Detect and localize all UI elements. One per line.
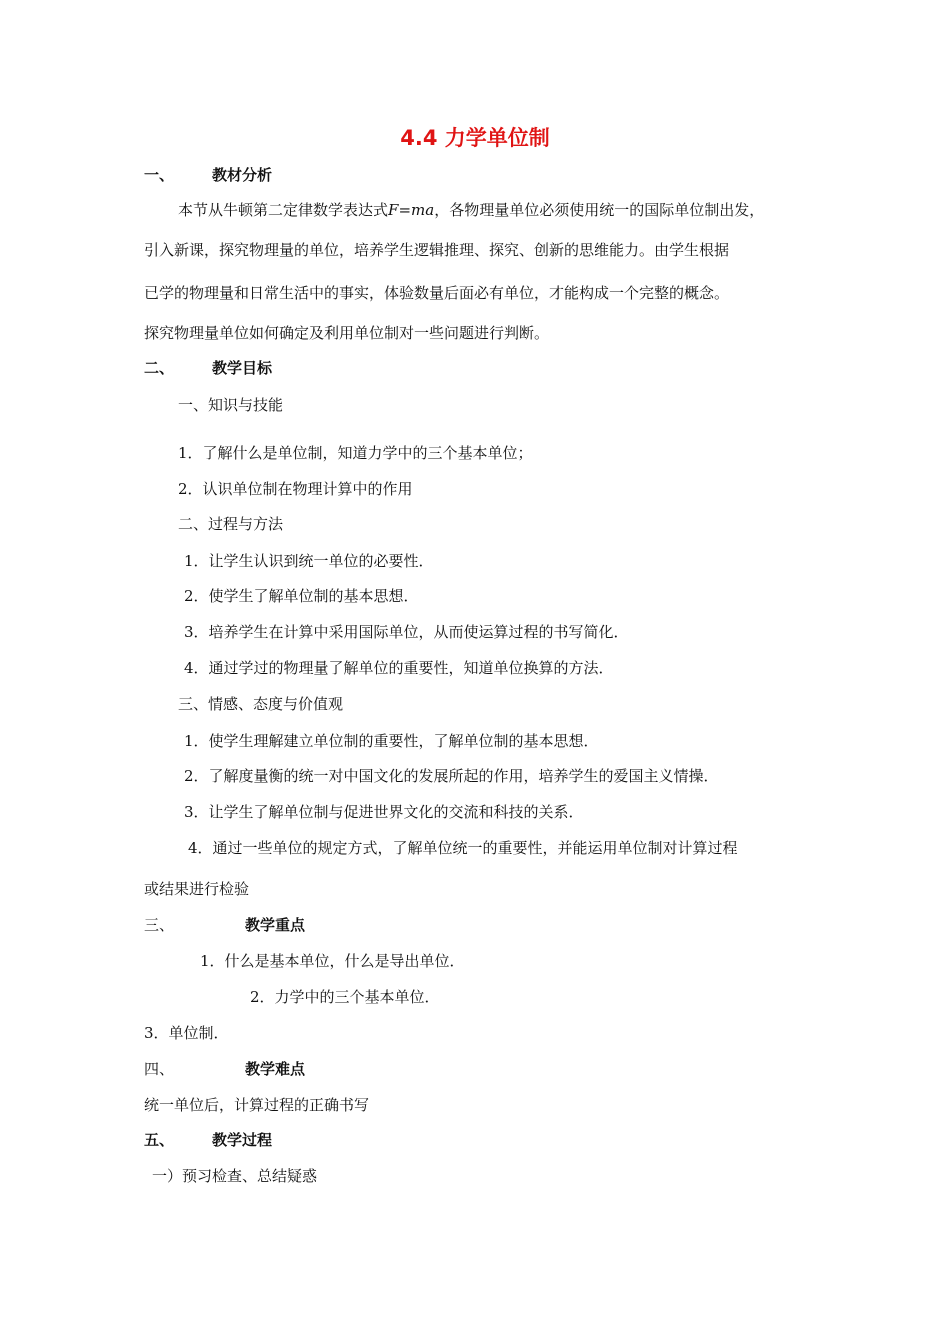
values-item-1: 1．使学生理解建立单位制的重要性，了解单位制的基本思想． xyxy=(184,732,599,750)
section-4-number: 四、 xyxy=(144,1060,175,1078)
section-1-title: 教材分析 xyxy=(212,166,273,184)
section-4-title: 教学难点 xyxy=(245,1060,306,1078)
formula-ma: ma xyxy=(411,201,435,219)
formula-f: F xyxy=(388,201,399,219)
section-2-title: 教学目标 xyxy=(212,359,273,377)
section-5-title: 教学过程 xyxy=(212,1131,273,1149)
section-2-number: 二、 xyxy=(144,359,175,377)
section-1-paragraph-line-4: 探究物理量单位如何确定及利用单位制对一些问题进行判断。 xyxy=(144,324,550,342)
section-3-title: 教学重点 xyxy=(245,916,306,934)
process-item-3: 3．培养学生在计算中采用国际单位，从而使运算过程的书写简化． xyxy=(184,623,629,641)
section-1-paragraph-line-1 xyxy=(178,200,764,220)
section-1-paragraph-line-3: 已学的物理量和日常生活中的事实，体验数量后面必有单位，才能构成一个完整的概念。 xyxy=(144,284,730,302)
values-item-4-line-2: 或结果进行检验 xyxy=(144,880,250,898)
key-point-item-2: 2．力学中的三个基本单位． xyxy=(250,988,440,1006)
values-item-2: 2．了解度量衡的统一对中国文化的发展所起的作用，培养学生的爱国主义情操． xyxy=(184,767,719,785)
values-item-4-line-1: 4．通过一些单位的规定方式，了解单位统一的重要性，并能运用单位制对计算过程 xyxy=(188,839,738,857)
formula-intro: 本节从牛顿第二定律数学表达式 xyxy=(178,201,389,219)
difficulty-item-1: 统一单位后，计算过程的正确书写 xyxy=(144,1096,370,1114)
section-1-number: 一、 xyxy=(144,166,175,184)
subsection-values: 三、情感、态度与价值观 xyxy=(178,695,344,713)
knowledge-item-2: 2．认识单位制在物理计算中的作用 xyxy=(178,480,413,498)
key-point-item-1: 1．什么是基本单位，什么是导出单位． xyxy=(200,952,465,970)
knowledge-item-1: 1．了解什么是单位制，知道力学中的三个基本单位； xyxy=(178,444,533,462)
section-5-number: 五、 xyxy=(144,1131,175,1149)
formula-tail: ，各物理量单位必须使用统一的国际单位制出发， xyxy=(434,201,765,219)
section-3-number: 三、 xyxy=(144,916,175,934)
process-step-1: 一）预习检查、总结疑惑 xyxy=(152,1167,318,1185)
key-point-item-3: 3．单位制． xyxy=(144,1024,229,1042)
section-1-paragraph-line-2: 引入新课，探究物理量的单位，培养学生逻辑推理、探究、创新的思维能力。由学生根据 xyxy=(144,241,730,259)
subsection-knowledge: 一、知识与技能 xyxy=(178,396,284,414)
process-item-1: 1．让学生认识到统一单位的必要性． xyxy=(184,552,434,570)
process-item-2: 2．使学生了解单位制的基本思想． xyxy=(184,587,419,605)
values-item-3: 3．让学生了解单位制与促进世界文化的交流和科技的关系． xyxy=(184,803,584,821)
subsection-process: 二、过程与方法 xyxy=(178,515,284,533)
process-item-4: 4．通过学过的物理量了解单位的重要性，知道单位换算的方法． xyxy=(184,659,614,677)
formula-equals: = xyxy=(398,201,412,219)
document-title: 4.4 力学单位制 xyxy=(400,126,550,150)
